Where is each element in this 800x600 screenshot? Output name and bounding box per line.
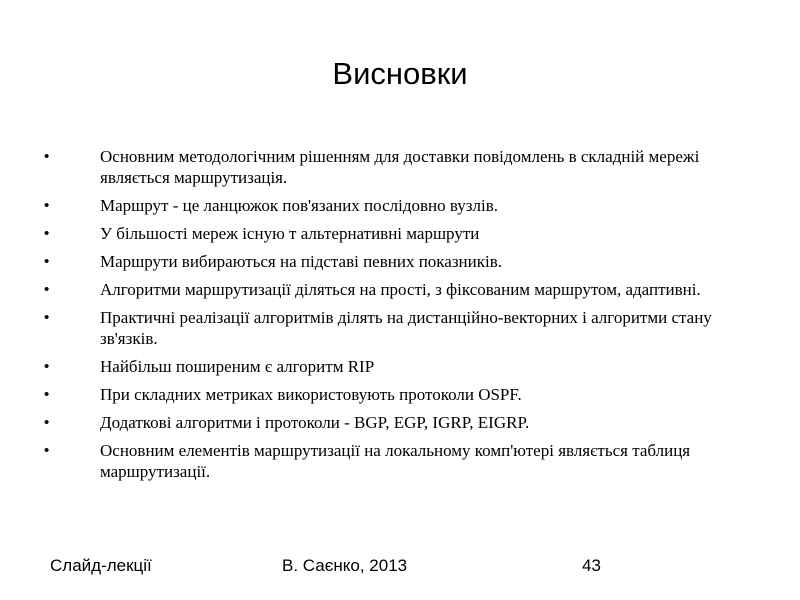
- bullet-text: Маршрути вибираються на підставі певних показників.: [100, 252, 503, 271]
- bullet-list: [44, 146, 764, 489]
- bullet-icon: •: [44, 197, 50, 214]
- bullet-icon: •: [44, 309, 50, 326]
- list-item: [44, 440, 764, 482]
- bullet-icon: •: [44, 386, 50, 403]
- list-item: [44, 412, 764, 433]
- bullet-icon: •: [44, 358, 50, 375]
- bullet-icon: •: [44, 442, 50, 459]
- bullet-text: Основним методологічним рішенням для доставки повідомлень в складній мережі являється маршрутизація.: [100, 147, 700, 187]
- bullet-text: Найбільш поширеним є алгоритм RIP: [100, 357, 375, 376]
- footer-series-label: Слайд-лекції: [50, 556, 152, 575]
- list-item: [44, 195, 764, 216]
- list-item: [44, 384, 764, 405]
- bullet-text: Маршрут - це ланцюжок пов'язаних послідовно вузлів.: [100, 196, 498, 215]
- footer-author-year: В. Саєнко, 2013: [282, 556, 408, 575]
- bullet-text: Основним елементів маршрутизації на локальному комп'ютері являється таблиця маршрутизації.: [100, 441, 691, 481]
- bullet-text: При складних метриках використовують протоколи OSPF.: [100, 385, 522, 404]
- bullet-text: Практичні реалізації алгоритмів ділять на дистанційно-векторних і алгоритми стану зв'язків.: [100, 308, 712, 348]
- bullet-icon: •: [44, 253, 50, 270]
- slide-title: Висновки: [332, 56, 468, 91]
- list-item: [44, 146, 764, 188]
- list-item: [44, 356, 764, 377]
- bullet-icon: •: [44, 414, 50, 431]
- bullet-text: У більшості мереж існую т альтернативні маршрути: [100, 224, 480, 243]
- bullet-text: Алгоритми маршрутизації діляться на прості, з фіксованим маршрутом, адаптивні.: [100, 280, 701, 299]
- bullet-icon: •: [44, 148, 50, 165]
- bullet-icon: •: [44, 281, 50, 298]
- bullet-icon: •: [44, 225, 50, 242]
- list-item: [44, 223, 764, 244]
- page-number: 43: [582, 556, 601, 575]
- list-item: [44, 307, 764, 349]
- list-item: [44, 279, 764, 300]
- bullet-text: Додаткові алгоритми і протоколи - BGP, EGP, IGRP, EIGRP.: [100, 413, 530, 432]
- list-item: [44, 251, 764, 272]
